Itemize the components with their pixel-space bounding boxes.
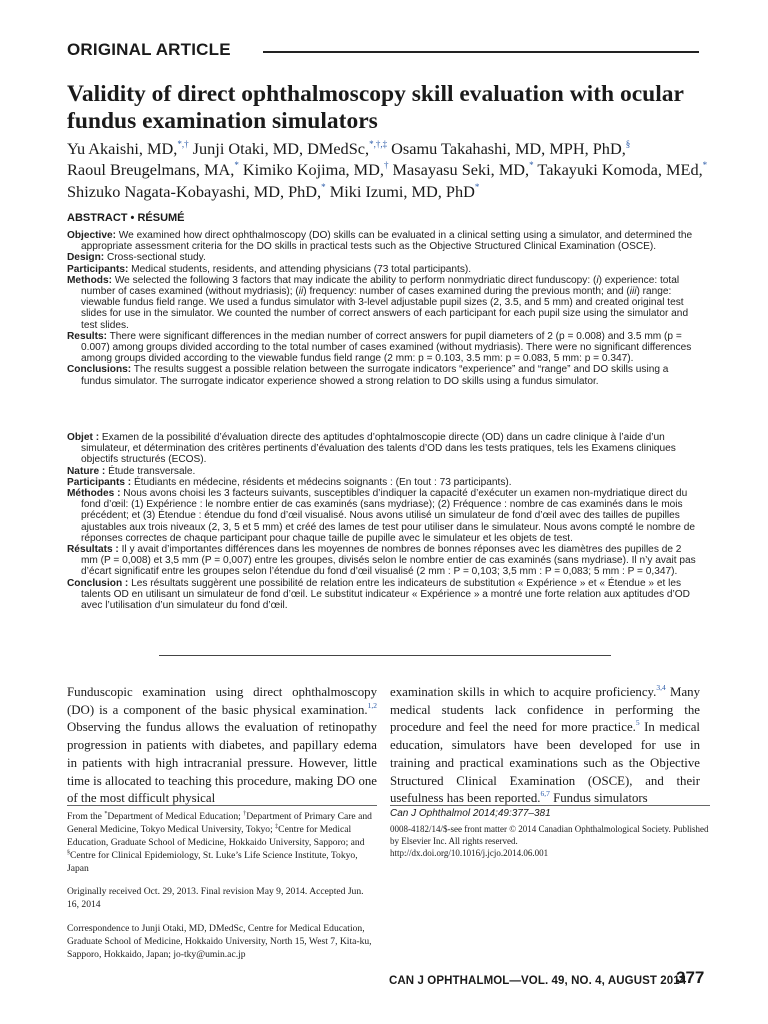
abstract-text: ) frequency: number of cases examined during the previous month; and (: [303, 286, 630, 298]
body-text: Observing the fundus allows the evaluation of retinopathy progression in patients with diabetes, and papillary edema in patients with high intracranial pressure. However, little time is allocated to teaching this procedure, making DO one of the most difficult physical: [67, 720, 377, 806]
body-text: examination skills in which to acquire proficiency.: [390, 685, 657, 699]
footnote-text: From the: [67, 811, 105, 822]
abstract-text: Il y avait d’importantes différences dans les moyennes de nombres de bonnes réponses avec les diamètres des pupilles de 2 mm (P = 0,008) et 3,5 mm (P = 0,007) entre les groupes, divisés selon le nombre entier de cas examinés (sans mydriase). Il n’y avait pas d’écart significatif entre les groupes selon l’étendue du fond d’œil visualisé (2 mm : P = 0,103; 3,5 mm : P = 0,083; 5 mm : P = 0,347).: [81, 544, 696, 578]
citation-link[interactable]: 6,7: [540, 789, 550, 799]
author-name: Junji Otaki, MD, DMedSc,: [188, 139, 370, 158]
abstract-text: ) range: viewable fundus field range. We used a fundus simulator with 3-level adjustable pupil sizes (2, 3.5, and 5 mm) and created original test slides for use in the simulator. We counted the number of correct answers of each participant for each pupil size using the simulator and test slides.: [81, 286, 689, 331]
author-line-1: [67, 138, 717, 159]
abstract-label: Objet :: [67, 432, 100, 443]
abstract-results: [67, 331, 701, 365]
footnote-rule: [67, 805, 377, 806]
abstract-french: [67, 432, 701, 611]
body-text: Fundus simulators: [549, 791, 648, 806]
section-label: ORIGINAL ARTICLE: [67, 40, 231, 59]
footnote-text: Centre for Medical Education, Graduate School of Medicine, Hokkaido University, Sapporo; and: [67, 824, 365, 848]
citation-rule: [390, 805, 710, 806]
body-text: In medical education, simulators have been developed for use in training and practical examinations such as the Objective Structured Clinical Examination (OSCE), and their usefulness has been reported.: [390, 720, 700, 806]
resume-objet: [67, 432, 701, 466]
resume-participants: [67, 477, 701, 488]
author-affil-mark: *,†: [177, 139, 189, 149]
abstract-label: Participants :: [67, 476, 132, 488]
author-affil-mark: *: [702, 160, 708, 171]
running-footer: CAN J OPHTHALMOL—VOL. 49, NO. 4, AUGUST 2014: [389, 975, 687, 987]
abstract-text: Examen de la possibilité d’évaluation directe des aptitudes d’ophtalmoscopie directe (OD) dans un cadre clinique à l’aide d’un simulateur, et détermination des critères pertinents d’évaluation des talents d’OD dans les tests pratiques, tels les Examens cliniques objectifs structurés (ECOS).: [81, 432, 676, 466]
abstract-text: There were significant differences in the median number of correct answers for pupil diameters of 2 (p = 0.008) and 3.5 mm (p = 0.007) among groups divided according to the total number of cases examined (without mydriasis). There were no significant differences among groups divided according to the viewable fundus field range (2 mm: p = 0.103, 3.5 mm: p = 0.083, 5 mm: p = 0.347).: [81, 330, 692, 365]
abstract-label: Participants:: [67, 263, 129, 275]
abstract-conclusions: [67, 364, 701, 386]
body-column-right: [390, 684, 700, 808]
author-name: Miki Izumi, MD, PhD: [325, 181, 475, 201]
abstract-text: We selected the following 3 factors that may indicate the ability to perform nonmydriatic direct funduscopy: (: [112, 274, 597, 286]
author-affil-mark: §: [625, 139, 631, 149]
affiliations-note: [67, 810, 377, 875]
abstract-label: Methods:: [67, 274, 112, 286]
author-affil-mark: †: [383, 160, 389, 171]
author-name: Takayuki Komoda, MEd,: [533, 160, 703, 180]
affil-mark: ‡: [275, 824, 279, 830]
abstract-english: [67, 230, 701, 387]
author-name: Yu Akaishi, MD,: [67, 139, 178, 158]
section-rule: [263, 51, 699, 53]
abstract-text: Medical students, residents, and attending physicians (73 total participants).: [128, 263, 472, 275]
resume-resultats: [67, 544, 701, 578]
affil-mark: †: [243, 811, 247, 817]
abstract-label: Résultats :: [67, 544, 119, 556]
abstract-participants: [67, 264, 701, 275]
abstract-text-italic: iii: [629, 286, 637, 298]
footnote-text: Department of Medical Education;: [107, 811, 244, 822]
body-text: Many medical students lack confidence in performing the procedure and feel the need for more practice.: [390, 685, 700, 735]
abstract-text-italic: ii: [298, 286, 304, 298]
author-name: Kimiko Kojima, MD,: [238, 160, 384, 180]
author-affil-mark: *: [321, 181, 326, 192]
abstract-label: Conclusions:: [67, 364, 132, 376]
doi-link[interactable]: http://dx.doi.org/10.1016/j.jcjo.2014.06.001: [390, 848, 549, 858]
abstract-text: Les résultats suggèrent une possibilité de relation entre les indicateurs de substitution « Expérience » et « Étendue » et les talents OD en utilisant un simulateur de fond d’œil. Le substitut indicateur « Expérience » a montré une forte relation aux aptitudes d’OD avec l’utilisation d’un simulateur du fond d’œil.: [81, 577, 690, 612]
author-affil-mark: *: [474, 181, 480, 192]
author-name: Osamu Takahashi, MD, MPH, PhD,: [387, 139, 626, 158]
abstract-text: We examined how direct ophthalmoscopy (DO) skills can be evaluated in a clinical setting using a simulator, and determined the appropriate assessment criteria for the DO skills in practical tests such as the Objective Structured Clinical Examination (OSCE).: [81, 230, 693, 253]
abstract-text: Nous avons choisi les 3 facteurs suivants, susceptibles d’indiquer la capacité d’exécuter un examen non-mydriatique direct du fond d’œil: (1) Expérience : le nombre entier de cas examinés (sans mydriase); (2) Fréquence : nombre de cas examinés dans le mois précédent; et (3) Étendue : étendue du fond d’œil visualisé. Nous avons utilisé un simulateur de fond d’œil avec des tailles de pupilles ajustables aux trois niveaux (2, 3, 5 et 5 mm) et créé des lames de test pour utiliser dans le simulateur. Nous avons compté le nombre de réponses correctes de chaque participant pour chaque taille de pupille avec le simulateur et les objets de test.: [81, 488, 695, 544]
article-title: Validity of direct ophthalmoscopy skill evaluation with ocular fundus examination simulators: [67, 81, 684, 134]
author-name: Masayasu Seki, MD,: [388, 160, 530, 180]
footnote-text: Department of Primary Care and General Medicine, Tokyo Medical University, Tokyo;: [67, 811, 372, 835]
body-text: Funduscopic examination using direct ophthalmoscopy (DO) is a component of the basic physical examination.: [67, 685, 377, 717]
abstract-text-italic: i: [596, 274, 599, 286]
abstract-label: Nature :: [67, 465, 106, 477]
author-affil-mark: *,†,‡: [369, 139, 388, 149]
abstract-text: Étudiants en médecine, résidents et médecins soignants : (En tout : 73 participants).: [131, 476, 512, 488]
abstract-heading: ABSTRACT • RÉSUMÉ: [67, 212, 185, 224]
abstract-objective: [67, 230, 701, 252]
abstract-divider: [159, 655, 611, 656]
author-affil-mark: *: [529, 160, 534, 171]
citation-link[interactable]: 5: [635, 718, 640, 728]
affil-mark: *: [104, 811, 108, 817]
author-name: Raoul Breugelmans, MA,: [67, 160, 235, 180]
author-affil-mark: *: [234, 160, 239, 171]
abstract-label: Design:: [67, 252, 105, 264]
footnote-text: Centre for Clinical Epidemiology, St. Luke’s Life Science Institute, Tokyo, Japan: [67, 850, 358, 874]
abstract-label: Results:: [67, 330, 107, 342]
abstract-text: ) experience: total number of cases examined (without mydriasis); (: [81, 274, 680, 298]
copyright-notice: 0008-4182/14/$-see front matter © 2014 Canadian Ophthalmological Society. Published by Elsevier Inc. All rights reserved.: [390, 824, 709, 846]
abstract-text: Cross-sectional study.: [104, 252, 206, 264]
abstract-label: Conclusion :: [67, 577, 129, 589]
citation-link[interactable]: 1,2: [367, 700, 377, 710]
resume-nature: [67, 466, 701, 477]
received-note: Originally received Oct. 29, 2013. Final revision May 9, 2014. Accepted Jun. 16, 2014: [67, 886, 364, 910]
resume-conclusion: [67, 578, 701, 612]
affil-mark: §: [67, 850, 70, 856]
author-line-3: [67, 181, 717, 202]
abstract-label: Méthodes :: [67, 488, 121, 500]
abstract-text: Étude transversale.: [105, 465, 196, 477]
citation-link[interactable]: 3,4: [656, 683, 666, 692]
correspondence-note: Correspondence to Junji Otaki, MD, DMedSc, Centre for Medical Education, Graduate School of Medicine, Hokkaido University, North 15, West 7, Kita-ku, Sapporo, Hokkaido, Japan; jo-tky@umin.ac.jp: [67, 923, 372, 960]
body-column-left: [67, 684, 377, 808]
resume-methodes: [67, 488, 701, 544]
author-list: [67, 138, 717, 202]
author-line-2: [67, 159, 717, 180]
abstract-design: [67, 252, 701, 263]
author-name: Shizuko Nagata-Kobayashi, MD, PhD,: [67, 181, 322, 201]
abstract-label: Objective:: [67, 230, 116, 241]
abstract-text: The results suggest a possible relation between the surrogate indicators “experience” and “range” and DO skills using a fundus simulator. The surrogate indicator experience showed a strong relation to DO skills using a fundus simulator.: [81, 364, 669, 387]
journal-citation: Can J Ophthalmol 2014;49:377–381: [390, 808, 551, 819]
abstract-methods: [67, 275, 701, 331]
page-number: 377: [676, 968, 705, 987]
